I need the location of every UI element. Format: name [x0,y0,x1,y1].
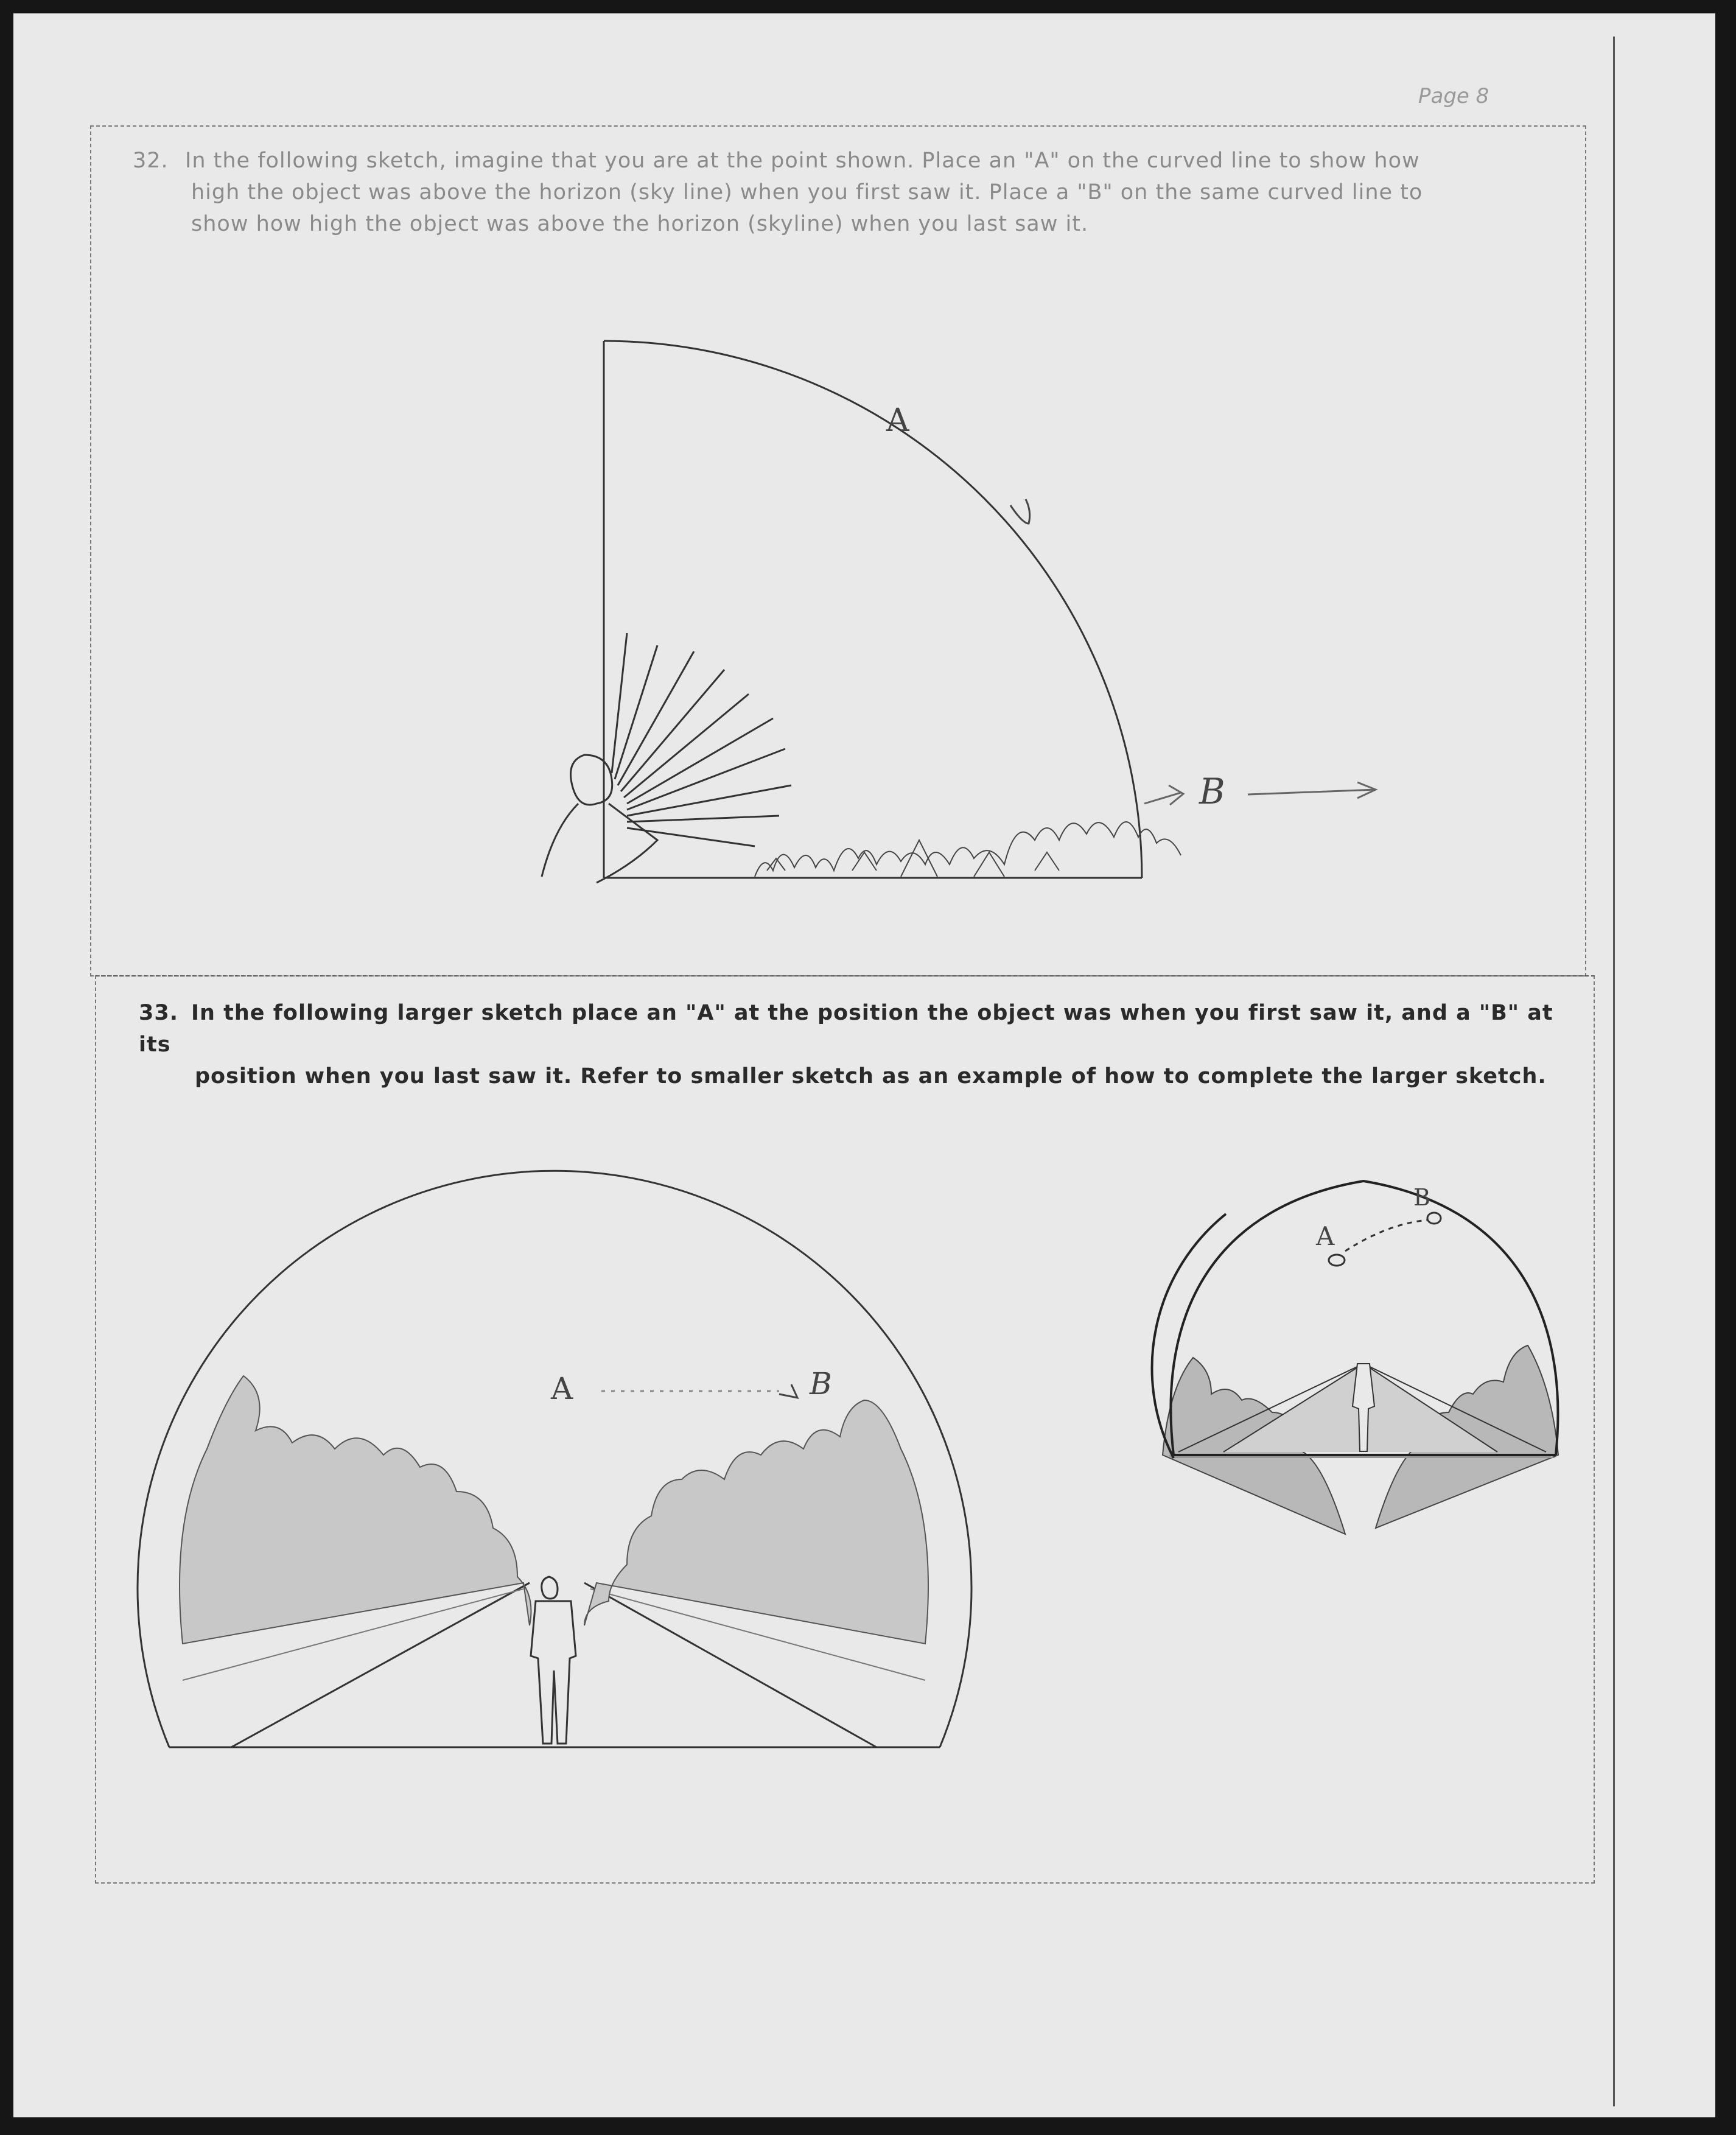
figure-on-road [531,1577,576,1744]
quarter-circle-sketch [604,341,1142,878]
q32-handwritten-a: A [886,402,909,439]
sky-arc-curve [604,341,1142,878]
question-33-line-1: In the following larger sketch place an "A" at the position the object was when you first saw it, and a "B" at its [139,1001,1553,1057]
q32-handwritten-b: B [1199,771,1225,812]
example-label-b: B [1413,1184,1430,1211]
page-number: Page 8 [1418,84,1489,108]
right-trees-scene [584,1400,928,1644]
question-33-line-2: position when you last saw it. Refer to smaller sketch as an example of how to complete the larger sketch. [195,1064,1547,1089]
example-object-b [1427,1213,1441,1224]
question-33-number: 33. [139,1001,179,1025]
example-object-a [1329,1255,1345,1266]
question-32-line-1: In the following sketch, imagine that you are at the point shown. Place an "A" on the curved line to show how [185,149,1420,173]
question-32-line-3: show how high the object was above the horizon (skyline) when you last saw it. [191,212,1089,236]
example-label-a: A [1316,1221,1335,1251]
example-dome-sketch [1152,1181,1565,1534]
q32-check-mark [1010,499,1030,524]
observer-figure [542,633,791,883]
q33-handwritten-a: A [551,1371,573,1406]
left-trees-scene [180,1376,531,1644]
question-32-number: 32. [133,149,169,173]
q33-handwritten-b: B [810,1366,832,1401]
treeline-scribble [755,822,1181,877]
q32-arrow-b-left [1144,785,1183,805]
example-dotted-path [1345,1220,1427,1251]
q32-arrow-b-right [1248,782,1376,798]
q33-arrow-head [779,1384,797,1398]
question-32-line-2: high the object was above the horizon (sky line) when you first saw it. Place a "B" on the same curved line to [191,180,1423,205]
